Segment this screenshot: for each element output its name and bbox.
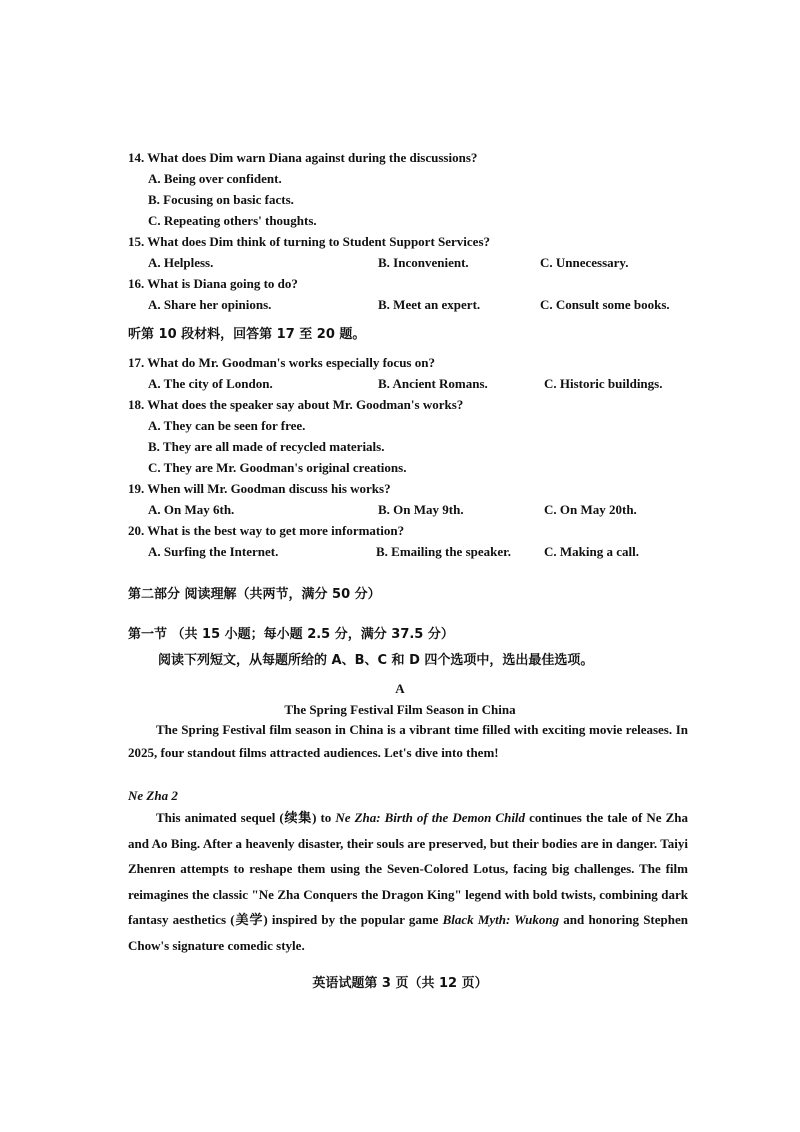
q20-option-c: C. Making a call. (544, 544, 639, 559)
q19-option-b: B. On May 9th. (378, 502, 464, 517)
passage-title: The Spring Festival Film Season in China (284, 702, 516, 717)
passage-intro-text: The Spring Festival film season in China is a vibrant time filled with exciting movie releases. In 2025, four standout films attracted audiences. Let's dive into them! (128, 722, 688, 760)
section1-instruction: 阅读下列短文，从每题所给的 A、B、C 和 D 四个选项中，选出最佳选项。 (158, 653, 594, 668)
q19-option-a: A. On May 6th. (148, 502, 235, 517)
q18-option-c: C. They are Mr. Goodman's original creations. (148, 460, 407, 475)
q15-option-c: C. Unnecessary. (540, 255, 629, 270)
film-text-3: and honoring Stephen Chow's signature comedic style. (128, 912, 688, 953)
film-italic-title-1: Ne Zha: Birth of the Demon Child (335, 810, 526, 825)
q14-option-c: C. Repeating others' thoughts. (148, 213, 317, 228)
q18-option-b: B. They are all made of recycled materials. (148, 439, 385, 454)
passage-letter: A (395, 681, 405, 696)
q16-option-c: C. Consult some books. (540, 297, 670, 312)
q18-option-a: A. They can be seen for free. (148, 418, 306, 433)
q14-option-b: B. Focusing on basic facts. (148, 192, 294, 207)
q19-option-c: C. On May 20th. (544, 502, 637, 517)
question-15-stem: 15. What does Dim think of turning to Student Support Services? (128, 234, 491, 249)
film-text-1: This animated sequel (续集) to (156, 810, 336, 825)
q15-option-a: A. Helpless. (148, 255, 214, 270)
section1-title: 第一节 （共 15 小题；每小题 2.5 分，满分 37.5 分） (128, 627, 454, 642)
listening-instruction: 听第 10 段材料，回答第 17 至 20 题。 (128, 327, 366, 342)
question-16-stem: 16. What is Diana going to do? (128, 276, 298, 291)
question-20-stem: 20. What is the best way to get more information? (128, 523, 405, 538)
film-paragraph (128, 805, 688, 958)
q15-option-b: B. Inconvenient. (378, 255, 469, 270)
q16-option-a: A. Share her opinions. (148, 297, 272, 312)
q17-option-c: C. Historic buildings. (544, 376, 663, 391)
q16-option-b: B. Meet an expert. (378, 297, 481, 312)
q14-option-a: A. Being over confident. (148, 171, 282, 186)
q17-option-b: B. Ancient Romans. (378, 376, 488, 391)
question-19-stem: 19. When will Mr. Goodman discuss his works? (128, 481, 391, 496)
question-18-stem: 18. What does the speaker say about Mr. Goodman's works? (128, 397, 464, 412)
film-italic-title-2: Black Myth: Wukong (442, 912, 560, 927)
film-text-2: continues the tale of Ne Zha and Ao Bing. After a heavenly disaster, their souls are preserved, but their bodies are in danger. Taiyi Zhenren attempts to reshape them using the Seven-Colored Lotus, facing big challenges. The film reimagines the classic "Ne Zha Conquers the Dragon King" legend with bold twists, combining dark fantasy aesthetics (美学) inspired by the popular game (128, 810, 688, 927)
film-title: Ne Zha 2 (128, 788, 178, 803)
q20-option-a: A. Surfing the Internet. (148, 544, 279, 559)
page-footer: 英语试题第 3 页（共 12 页） (312, 976, 488, 991)
question-14-stem: 14. What does Dim warn Diana against during the discussions? (128, 150, 478, 165)
passage-intro (128, 718, 688, 764)
part2-title: 第二部分 阅读理解（共两节，满分 50 分） (128, 587, 381, 602)
q20-option-b: B. Emailing the speaker. (376, 544, 511, 559)
q17-option-a: A. The city of London. (148, 376, 273, 391)
question-17-stem: 17. What do Mr. Goodman's works especially focus on? (128, 355, 435, 370)
